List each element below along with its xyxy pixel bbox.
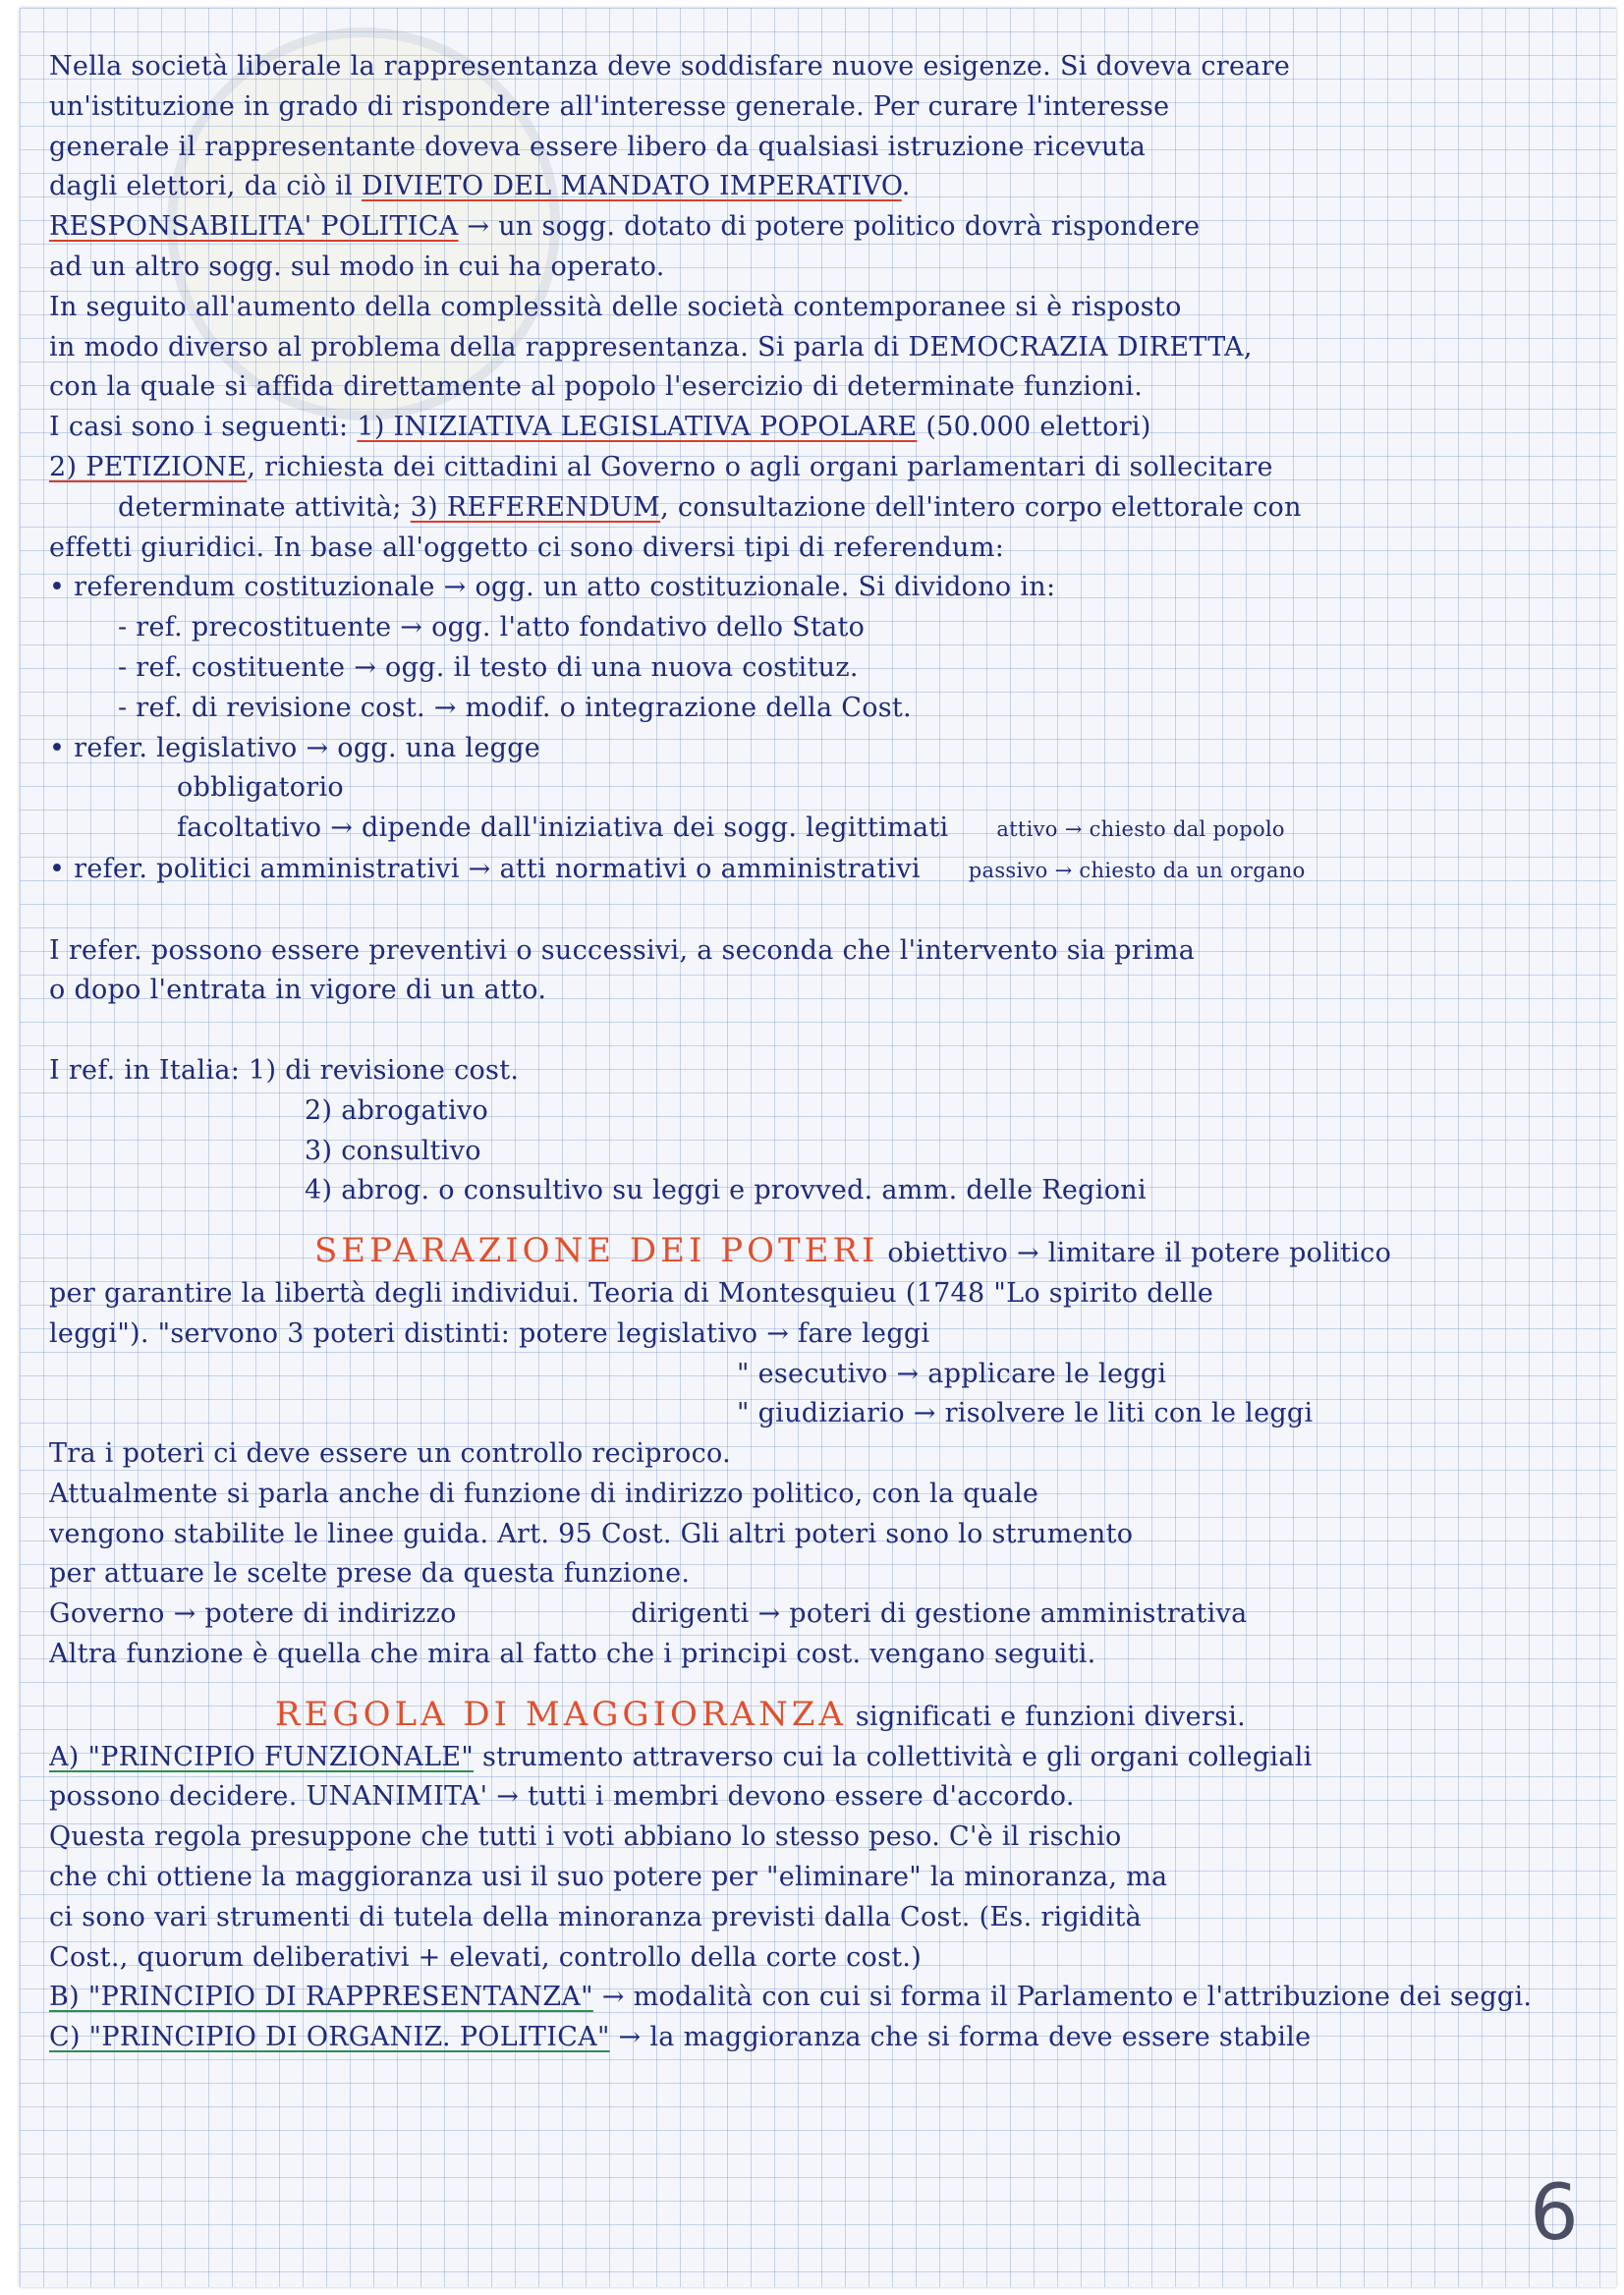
text-line xyxy=(49,448,1567,488)
text-line xyxy=(49,2018,1567,2058)
heading-maggioranza: REGOLA DI MAGGIORANZA xyxy=(275,1694,847,1734)
referendum-term: 3) REFERENDUM xyxy=(410,491,661,523)
responsabilita-politica-term: RESPONSABILITA' POLITICA xyxy=(49,211,459,243)
principio-rappresentanza-term: B) "PRINCIPIO DI RAPPRESENTANZA" xyxy=(49,1982,593,2013)
text-line xyxy=(49,850,1567,891)
text-line: Cost., quorum deliberativi + elevati, controllo della corte cost.) xyxy=(49,1941,923,1973)
text-line xyxy=(49,1231,1567,1274)
text-line: effetti giuridici. In base all'oggetto ci sono diversi tipi di referendum: xyxy=(49,532,1005,563)
text-line: 3) consultivo xyxy=(305,1135,481,1166)
text-line: " giudiziario → risolvere le liti con le leggi xyxy=(737,1398,1314,1429)
text-line: Nella società liberale la rappresentanza deve soddisfare nuove esigenze. Si doveva creare xyxy=(49,51,1291,82)
principio-organizzazione-term: C) "PRINCIPIO DI ORGANIZ. POLITICA" xyxy=(49,2022,610,2053)
blank-line xyxy=(49,1211,1567,1231)
text-line: un'istituzione in grado di rispondere all'interesse generale. Per curare l'interesse xyxy=(49,90,1170,122)
page-number: 6 xyxy=(1530,2169,1579,2258)
blank-line xyxy=(49,1675,1567,1695)
text-line xyxy=(49,1051,1567,1092)
text-line: Altra funzione è quella che mira al fatto che i principi cost. vengano seguiti. xyxy=(49,1639,1096,1670)
blank-line xyxy=(49,1011,1567,1051)
text-line: 4) abrog. o consultivo su leggi e provved. amm. delle Regioni xyxy=(305,1175,1147,1206)
text-line: per attuare le scelte prese da questa funzione. xyxy=(49,1558,691,1590)
text-line xyxy=(49,809,1567,850)
text-line xyxy=(49,1978,1567,2018)
text-fragment: dagli elettori, da ciò il xyxy=(49,171,354,202)
text-line: In seguito all'aumento della complessità delle società contemporanee si è risposto xyxy=(49,291,1182,322)
blank-line xyxy=(49,891,1567,931)
handwritten-notes xyxy=(49,47,1567,2058)
principio-funzionale-term: A) "PRINCIPIO FUNZIONALE" xyxy=(49,1741,475,1772)
text-fragment: → la maggioranza che si forma deve essere stabile xyxy=(609,2022,1312,2053)
text-line: generale il rappresentante doveva essere libero da qualsiasi istruzione ricevuta xyxy=(49,131,1147,162)
text-line xyxy=(49,1738,1567,1778)
text-fragment: facoltativo → dipende dall'iniziativa dei sogg. legittimati xyxy=(177,812,949,844)
text-line: " esecutivo → applicare le leggi xyxy=(737,1358,1167,1389)
text-fragment: obiettivo → limitare il potere politico xyxy=(878,1238,1392,1269)
text-line: o dopo l'entrata in vigore di un atto. xyxy=(49,975,547,1006)
text-line: I refer. possono essere preventivi o successivi, a seconda che l'intervento sia prima xyxy=(49,934,1196,966)
text-fragment: , consultazione dell'intero corpo elettorale con xyxy=(660,491,1302,523)
petizione-term: 2) PETIZIONE xyxy=(49,451,248,482)
divieto-mandato: DIVIETO DEL MANDATO IMPERATIVO xyxy=(362,171,902,202)
text-line: che chi ottiene la maggioranza usi il suo potere per "eliminare" la minoranza, ma xyxy=(49,1862,1168,1893)
text-fragment: I ref. in Italia: xyxy=(49,1054,249,1086)
text-line: con la quale si affida direttamente al popolo l'esercizio di determinate funzioni. xyxy=(49,371,1144,403)
notebook-page xyxy=(20,8,1616,2287)
text-line xyxy=(49,488,1567,529)
text-line: Questa regola presuppone che tutti i voti abbiano lo stesso peso. C'è il rischio xyxy=(49,1821,1122,1853)
text-line: vengono stabilite le linee guida. Art. 95 Cost. Gli altri poteri sono lo strumento xyxy=(49,1518,1134,1549)
iniziativa-term: 1) INIZIATIVA LEGISLATIVA POPOLARE xyxy=(357,412,918,443)
text-line: per garantire la libertà degli individui. Teoria di Montesquieu (1748 "Lo spirito delle xyxy=(49,1277,1214,1309)
text-line: - ref. di revisione cost. → modif. o integrazione della Cost. xyxy=(118,692,912,723)
text-line: • referendum costituzionale → ogg. un atto costituzionale. Si dividono in: xyxy=(49,572,1056,603)
text-fragment: in modo diverso al problema della rappresentanza. Si parla di xyxy=(49,331,900,363)
text-line xyxy=(49,408,1567,448)
text-line: • refer. legislativo → ogg. una legge xyxy=(49,732,541,763)
text-fragment: • refer. politici amministrativi → atti normativi o amministrativi xyxy=(49,853,921,884)
text-line: ci sono vari strumenti di tutela della minoranza previsti dalla Cost. (Es. rigidità xyxy=(49,1901,1143,1932)
text-fragment: leggi"). xyxy=(49,1317,149,1349)
text-line xyxy=(49,207,1567,248)
text-line: 2) abrogativo xyxy=(305,1094,489,1126)
text-line: Tra i poteri ci deve essere un controllo reciproco. xyxy=(49,1438,731,1470)
text-fragment: → un sogg. dotato di potere politico dovrà rispondere xyxy=(458,211,1201,243)
text-fragment: determinate attività; xyxy=(118,491,411,523)
text-line: dagli elettori, da ciò il DIVIETO DEL MANDATO IMPERATIVO. xyxy=(49,171,911,202)
text-fragment: strumento attraverso cui la collettività e gli organi collegiali xyxy=(474,1741,1313,1772)
text-line xyxy=(49,328,1567,368)
passivo-note: passivo → chiesto da un organo xyxy=(968,858,1306,882)
text-fragment: I casi sono i seguenti: xyxy=(49,412,358,443)
text-fragment: 1) di revisione cost. xyxy=(249,1054,520,1086)
text-line: possono decidere. UNANIMITA' → tutti i membri devono essere d'accordo. xyxy=(49,1781,1075,1813)
attivo-note: attivo → chiesto dal popolo xyxy=(996,817,1285,842)
text-line: Attualmente si parla anche di funzione di indirizzo politico, con la quale xyxy=(49,1478,1039,1509)
text-fragment: significati e funzioni diversi. xyxy=(846,1701,1247,1732)
text-line: Governo → potere di indirizzo dirigenti → poteri di gestione amministrativa xyxy=(49,1598,1248,1630)
text-line xyxy=(49,1695,1567,1738)
text-line: obbligatorio xyxy=(177,772,344,804)
democrazia-diretta-term: DEMOCRAZIA DIRETTA, xyxy=(908,331,1253,363)
text-line: - ref. costituente → ogg. il testo di una nuova costituz. xyxy=(118,651,859,683)
text-line: - ref. precostituente → ogg. l'atto fondativo dello Stato xyxy=(118,612,866,644)
heading-separazione: SEPARAZIONE DEI POTERI xyxy=(314,1231,879,1271)
text-line: ad un altro sogg. sul modo in cui ha operato. xyxy=(49,251,665,282)
text-line xyxy=(49,1315,1567,1355)
text-fragment: "servono 3 poteri distinti: potere legislativo → fare leggi xyxy=(148,1317,930,1349)
text-fragment: (50.000 elettori) xyxy=(917,412,1151,443)
text-fragment: → modalità con cui si forma il Parlamento e l'attribuzione dei seggi. xyxy=(592,1982,1533,2013)
text-fragment: , richiesta dei cittadini al Governo o agli organi parlamentari di sollecitare xyxy=(247,451,1273,482)
